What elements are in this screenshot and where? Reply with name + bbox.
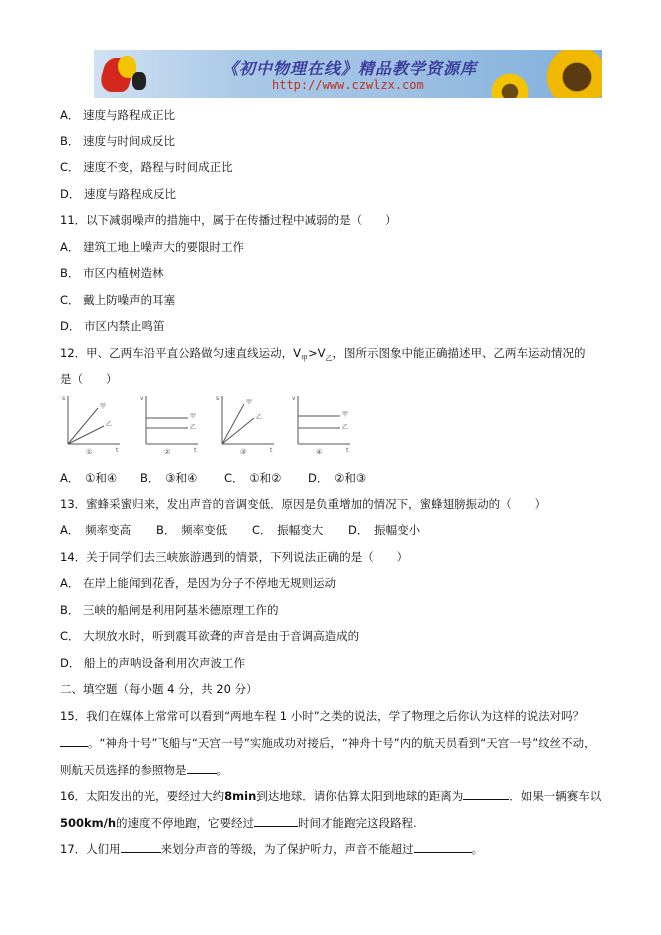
q10-option-a: A． 速度与路程成正比 xyxy=(60,108,176,122)
sunflower-icon xyxy=(542,50,602,98)
q17-text: 17．人们用 xyxy=(60,842,121,856)
q11-option-a: A． 建筑工地上噪声大的要限时工作 xyxy=(60,240,245,254)
q12-option-b: B． ③和④ xyxy=(140,471,198,485)
q16-blank-1[interactable] xyxy=(463,787,509,800)
q16-line2 xyxy=(60,814,417,831)
graph-4-caption: ④ xyxy=(316,448,323,456)
q12-stem-part: >V xyxy=(308,346,326,360)
q17-blank-1[interactable] xyxy=(121,840,161,853)
banner-url: http://www.czwlzx.com xyxy=(272,78,424,92)
q17-text: 。 xyxy=(471,842,484,856)
q12-stem-part: ，图所示图象中能正确描述甲、乙两车运动情况的 xyxy=(332,346,586,360)
graph-2 xyxy=(138,392,202,458)
graph-1 xyxy=(60,392,124,458)
q17-text: 来划分声音的等级，为了保护听力，声音不能超过 xyxy=(160,842,414,856)
q16-line1 xyxy=(60,787,601,804)
q15-line3 xyxy=(60,761,228,778)
q10-option-c: C． 速度不变，路程与时间成正比 xyxy=(60,160,233,174)
q12-stem-part: 12．甲、乙两车沿平直公路做匀速直线运动，V xyxy=(60,346,301,360)
q13-stem: 13．蜜蜂采蜜归来，发出声音的音调变低．原因是负重增加的情况下，蜜蜂翅膀振动的（ ） xyxy=(60,497,547,511)
q11-option-d: D． 市区内禁止鸣笛 xyxy=(60,319,165,333)
q16-time: 8min xyxy=(224,789,257,803)
graph-4-axis: v xyxy=(292,395,296,402)
q16-text: 到达地球．请你估算太阳到地球的距离为 xyxy=(256,789,464,803)
graph-4-label-top: 甲 xyxy=(342,411,349,418)
banner-title: 《初中物理在线》精品教学资源库 xyxy=(222,59,478,78)
graph-2-t: t xyxy=(194,447,197,454)
q15-blank-2[interactable] xyxy=(187,761,217,774)
graph-4-t: t xyxy=(346,447,349,454)
q13-option-a: A． 频率变高 xyxy=(60,523,132,537)
graph-4-label-bottom: 乙 xyxy=(342,424,349,431)
graph-3-caption: ③ xyxy=(240,448,247,456)
graph-3-label-top: 甲 xyxy=(246,399,253,406)
graph-2-label-bottom: 乙 xyxy=(190,424,197,431)
q15-line2 xyxy=(60,734,596,751)
q12-option-d: D． ②和③ xyxy=(308,471,367,485)
graph-3-axis: s xyxy=(216,395,220,402)
q15-text: 。“神舟十号”飞船与“天宫一号”实施成功对接后，“神舟十号”内的航天员看到“天宫一号”纹丝不动， xyxy=(88,736,596,750)
q16-text: 的速度不停地跑，它要经过 xyxy=(116,816,255,830)
q13-option-c: C． 振幅变大 xyxy=(252,523,324,537)
q14-stem: 14．关于同学们去三峡旅游遇到的情景，下列说法正确的是（ ） xyxy=(60,550,409,564)
q14-option-b: B． 三峡的船闸是利用阿基米德原理工作的 xyxy=(60,603,279,617)
q12-option-c: C． ①和② xyxy=(224,471,282,485)
q12-sub-yi: 乙 xyxy=(325,354,333,363)
sunflower-icon xyxy=(488,70,532,98)
q16-text: 16．太阳发出的光，要经过大约 xyxy=(60,789,225,803)
q11-option-b: B． 市区内植树造林 xyxy=(60,266,164,280)
graph-1-caption: ① xyxy=(86,448,93,456)
q11-option-c: C． 戴上防噪声的耳塞 xyxy=(60,293,176,307)
q12-stem xyxy=(60,345,586,363)
q15-line1: 15．我们在媒体上常常可以看到“两地车程 1 小时”之类的说法，学了物理之后你认为这样的说法对吗？ xyxy=(60,709,585,723)
q12-options xyxy=(60,470,366,486)
q17-blank-2[interactable] xyxy=(414,840,472,853)
graph-4 xyxy=(290,392,354,458)
q12-option-a: A． ①和④ xyxy=(60,471,118,485)
q12-stem-line2: 是（ ） xyxy=(60,372,118,386)
header-banner xyxy=(94,50,602,98)
q15-blank-1[interactable] xyxy=(60,734,88,747)
q16-speed: 500km/h xyxy=(60,816,117,830)
q17-line xyxy=(60,840,483,857)
q14-option-d: D． 船上的声呐设备利用次声波工作 xyxy=(60,656,246,670)
q12-graphs xyxy=(60,392,360,462)
q13-option-d: D． 振幅变小 xyxy=(348,523,421,537)
graph-2-axis: v xyxy=(140,395,144,402)
q16-text: ．如果一辆赛车以 xyxy=(509,789,602,803)
graph-3-label-bottom: 乙 xyxy=(256,414,263,421)
graph-2-label-top: 甲 xyxy=(190,413,197,420)
graph-1-axis: s xyxy=(62,395,66,402)
graph-2-caption: ② xyxy=(164,448,171,456)
q14-option-c: C． 大坝放水时，听到震耳欲聋的声音是由于音调高造成的 xyxy=(60,629,360,643)
q15-text: 则航天员选择的参照物是 xyxy=(60,763,187,777)
section-2-title: 二、填空题（每小题 4 分，共 20 分） xyxy=(60,682,258,696)
q15-text: 。 xyxy=(216,763,228,777)
graph-1-label-bottom: 乙 xyxy=(106,421,113,428)
logo-icon-part xyxy=(132,72,146,90)
q16-blank-2[interactable] xyxy=(254,814,298,827)
q13-option-b: B． 频率变低 xyxy=(156,523,228,537)
q10-option-d: D． 速度与路程成反比 xyxy=(60,187,177,201)
graph-1-label-top: 甲 xyxy=(100,403,107,410)
graph-1-t: t xyxy=(116,447,119,454)
q12-sub-jia: 甲 xyxy=(301,354,308,363)
q13-options xyxy=(60,522,420,538)
q11-stem: 11．以下减弱噪声的措施中，属于在传播过程中减弱的是（ ） xyxy=(60,213,397,227)
graph-3 xyxy=(214,392,278,458)
graph-3-t: t xyxy=(270,447,273,454)
q16-text: 时间才能跑完这段路程. xyxy=(298,816,417,830)
q14-option-a: A． 在岸上能闻到花香，是因为分子不停地无规则运动 xyxy=(60,576,337,590)
q10-option-b: B． 速度与时间成反比 xyxy=(60,134,176,148)
